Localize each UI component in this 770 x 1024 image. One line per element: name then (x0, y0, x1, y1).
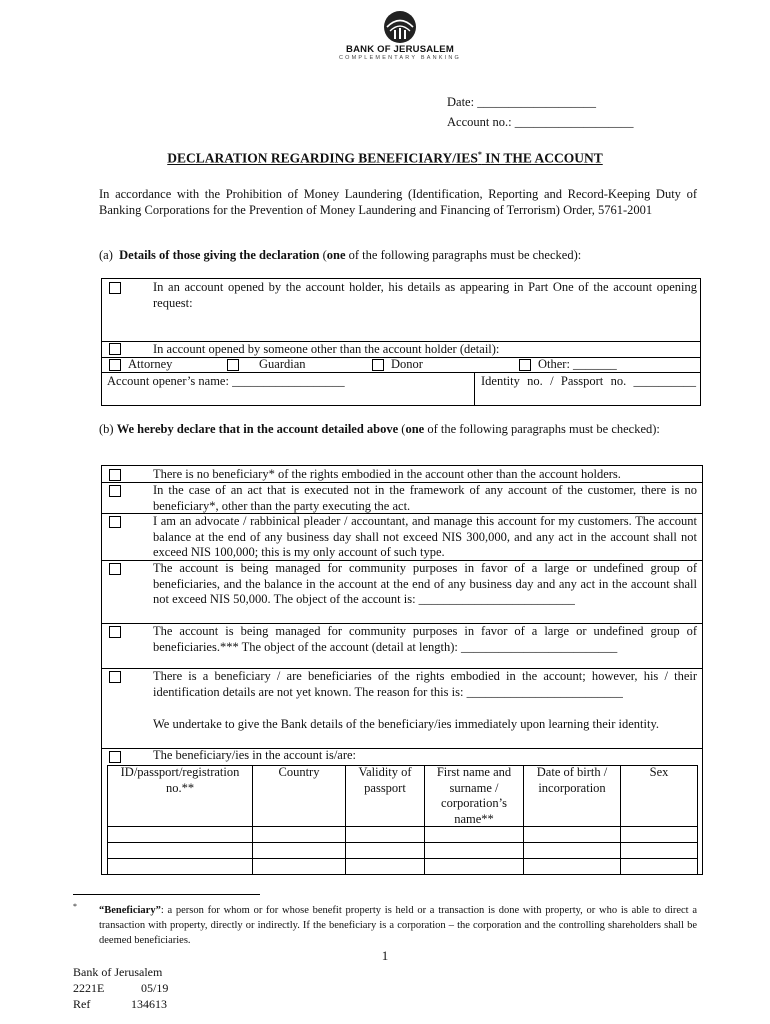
col-validity: Validity of passport (358, 765, 412, 795)
page-title (0, 150, 770, 167)
bank-logo-icon (382, 10, 418, 44)
col-date-of-birth: Date of birth / incorporation (536, 765, 608, 795)
b-item-1: There is no beneficiary* of the rights embodied in the account other than the account holders. (153, 467, 621, 481)
footnote-text: : a person for whom or for whose benefit property is held or a transaction is done with property, or who is able to direct a transaction with property, directly or indirectly. If the beneficiary is a corporation – the corporation and the controlling shareholders shall be deemed beneficiaries. (99, 905, 697, 946)
footer-form-date: 05/19 (141, 981, 169, 995)
footnote-mark: * (73, 902, 77, 911)
b-item-8-checkbox[interactable] (109, 751, 121, 763)
section-b-prefix: (b) (99, 422, 114, 436)
section-a-option-1: In an account opened by the account holder, his details as appearing in Part One of the account opening request: (153, 280, 697, 310)
b-item-6-checkbox[interactable] (109, 671, 121, 683)
b-item-1-checkbox[interactable] (109, 469, 121, 481)
opt2-checkbox[interactable] (109, 343, 121, 355)
b-item-4: The account is being managed for community purposes in favor of a large or undefined group of beneficiaries, and the balance in the account at the end of any business day and any act in the account shall not exceed NIS 50,000. The object of the account is: _________________________ (153, 561, 697, 606)
donor-label: Donor (391, 357, 423, 371)
b-undertaking: We undertake to give the Bank details of the beneficiary/ies immediately upon learning their identity. (153, 717, 660, 731)
section-b-paren: ( (398, 422, 406, 436)
section-b-one: one (405, 422, 425, 436)
b-item-2: In the case of an act that is executed not in the framework of any account of the customer, there is no beneficiary*, other than the party executing the act. (153, 483, 697, 513)
guardian-checkbox[interactable] (227, 359, 239, 371)
section-b-title: We hereby declare that in the account detailed above (116, 422, 399, 436)
footnote (99, 903, 697, 948)
footer-form-code: 2221E (73, 981, 105, 995)
attorney-checkbox[interactable] (109, 359, 121, 371)
section-a-paren: ( (319, 248, 327, 262)
col-country: Country (278, 765, 320, 779)
logo-subtitle: COMPLEMENTARY BANKING (339, 55, 461, 61)
date-field[interactable]: Date: ___________________ (447, 95, 596, 109)
title-tail: IN THE ACCOUNT (481, 150, 603, 166)
intro-paragraph: In accordance with the Prohibition of Money Laundering (Identification, Reporting and Record-Keeping Duty of Banking Corporations for the Prevention of Money Laundering and Financing of Terrorism) Order, 5761-2001 (99, 187, 697, 217)
section-a-prefix: (a) (99, 248, 113, 262)
account-no-field[interactable]: Account no.: ___________________ (447, 115, 634, 129)
section-a-one: one (326, 248, 346, 262)
section-a-heading (99, 248, 699, 263)
page-number: 1 (381, 948, 389, 963)
b-item-5-checkbox[interactable] (109, 626, 121, 638)
donor-checkbox[interactable] (372, 359, 384, 371)
header-fields (447, 92, 633, 132)
footnote-term: “Beneficiary” (99, 905, 161, 916)
section-b-heading (99, 421, 697, 437)
section-a-rest: of the following paragraphs must be checked): (345, 248, 582, 262)
b-item-5: The account is being managed for community purposes in favor of a large or undefined group of beneficiaries.*** The object of the account (detail at length): _________________________ (153, 624, 697, 654)
col-name: First name and surname / corporation’s name** (436, 765, 512, 826)
logo-name: BANK OF JERUSALEM (346, 44, 454, 55)
other-field[interactable]: Other: _______ (538, 357, 617, 371)
b-item-3-checkbox[interactable] (109, 516, 121, 528)
title-sup: * (477, 150, 482, 159)
section-a-title: Details of those giving the declaration (119, 248, 320, 262)
bank-logo (330, 10, 470, 61)
b-item-3: I am an advocate / rabbinical pleader / accountant, and manage this account for my customers. The account balance at the end of any business day shall not exceed NIS 300,000, and any act in the account shall not exceed NIS 100,000; this is my only account of such type. (153, 514, 697, 559)
col-id-passport: ID/passport/registration no.** (120, 765, 240, 795)
guardian-label: Guardian (259, 357, 306, 371)
col-sex: Sex (649, 765, 669, 779)
b-item-4-checkbox[interactable] (109, 563, 121, 575)
opener-name-field[interactable]: Account opener’s name: __________________ (107, 374, 345, 388)
b-item-6: There is a beneficiary / are beneficiaries of the rights embodied in the account; however, his / their identification details are not yet known. The reason for this is: _________________________ (153, 669, 697, 699)
attorney-label: Attorney (128, 357, 173, 371)
b-item-2-checkbox[interactable] (109, 485, 121, 497)
title-main: DECLARATION REGARDING BENEFICIARY/IES (167, 150, 478, 166)
section-b-rest: of the following paragraphs must be checked): (424, 422, 660, 436)
footer-ref-label: Ref (73, 997, 91, 1011)
section-a-option-2: In account opened by someone other than the account holder (detail): (153, 342, 500, 356)
footer-bank: Bank of Jerusalem (73, 965, 163, 979)
b-item-8: The beneficiary/ies in the account is/are: (153, 748, 357, 762)
footer-ref-no: 134613 (131, 997, 167, 1011)
opt1-checkbox[interactable] (109, 282, 121, 294)
identity-no-field[interactable]: Identity no. / Passport no. __________ (481, 374, 696, 388)
other-checkbox[interactable] (519, 359, 531, 371)
